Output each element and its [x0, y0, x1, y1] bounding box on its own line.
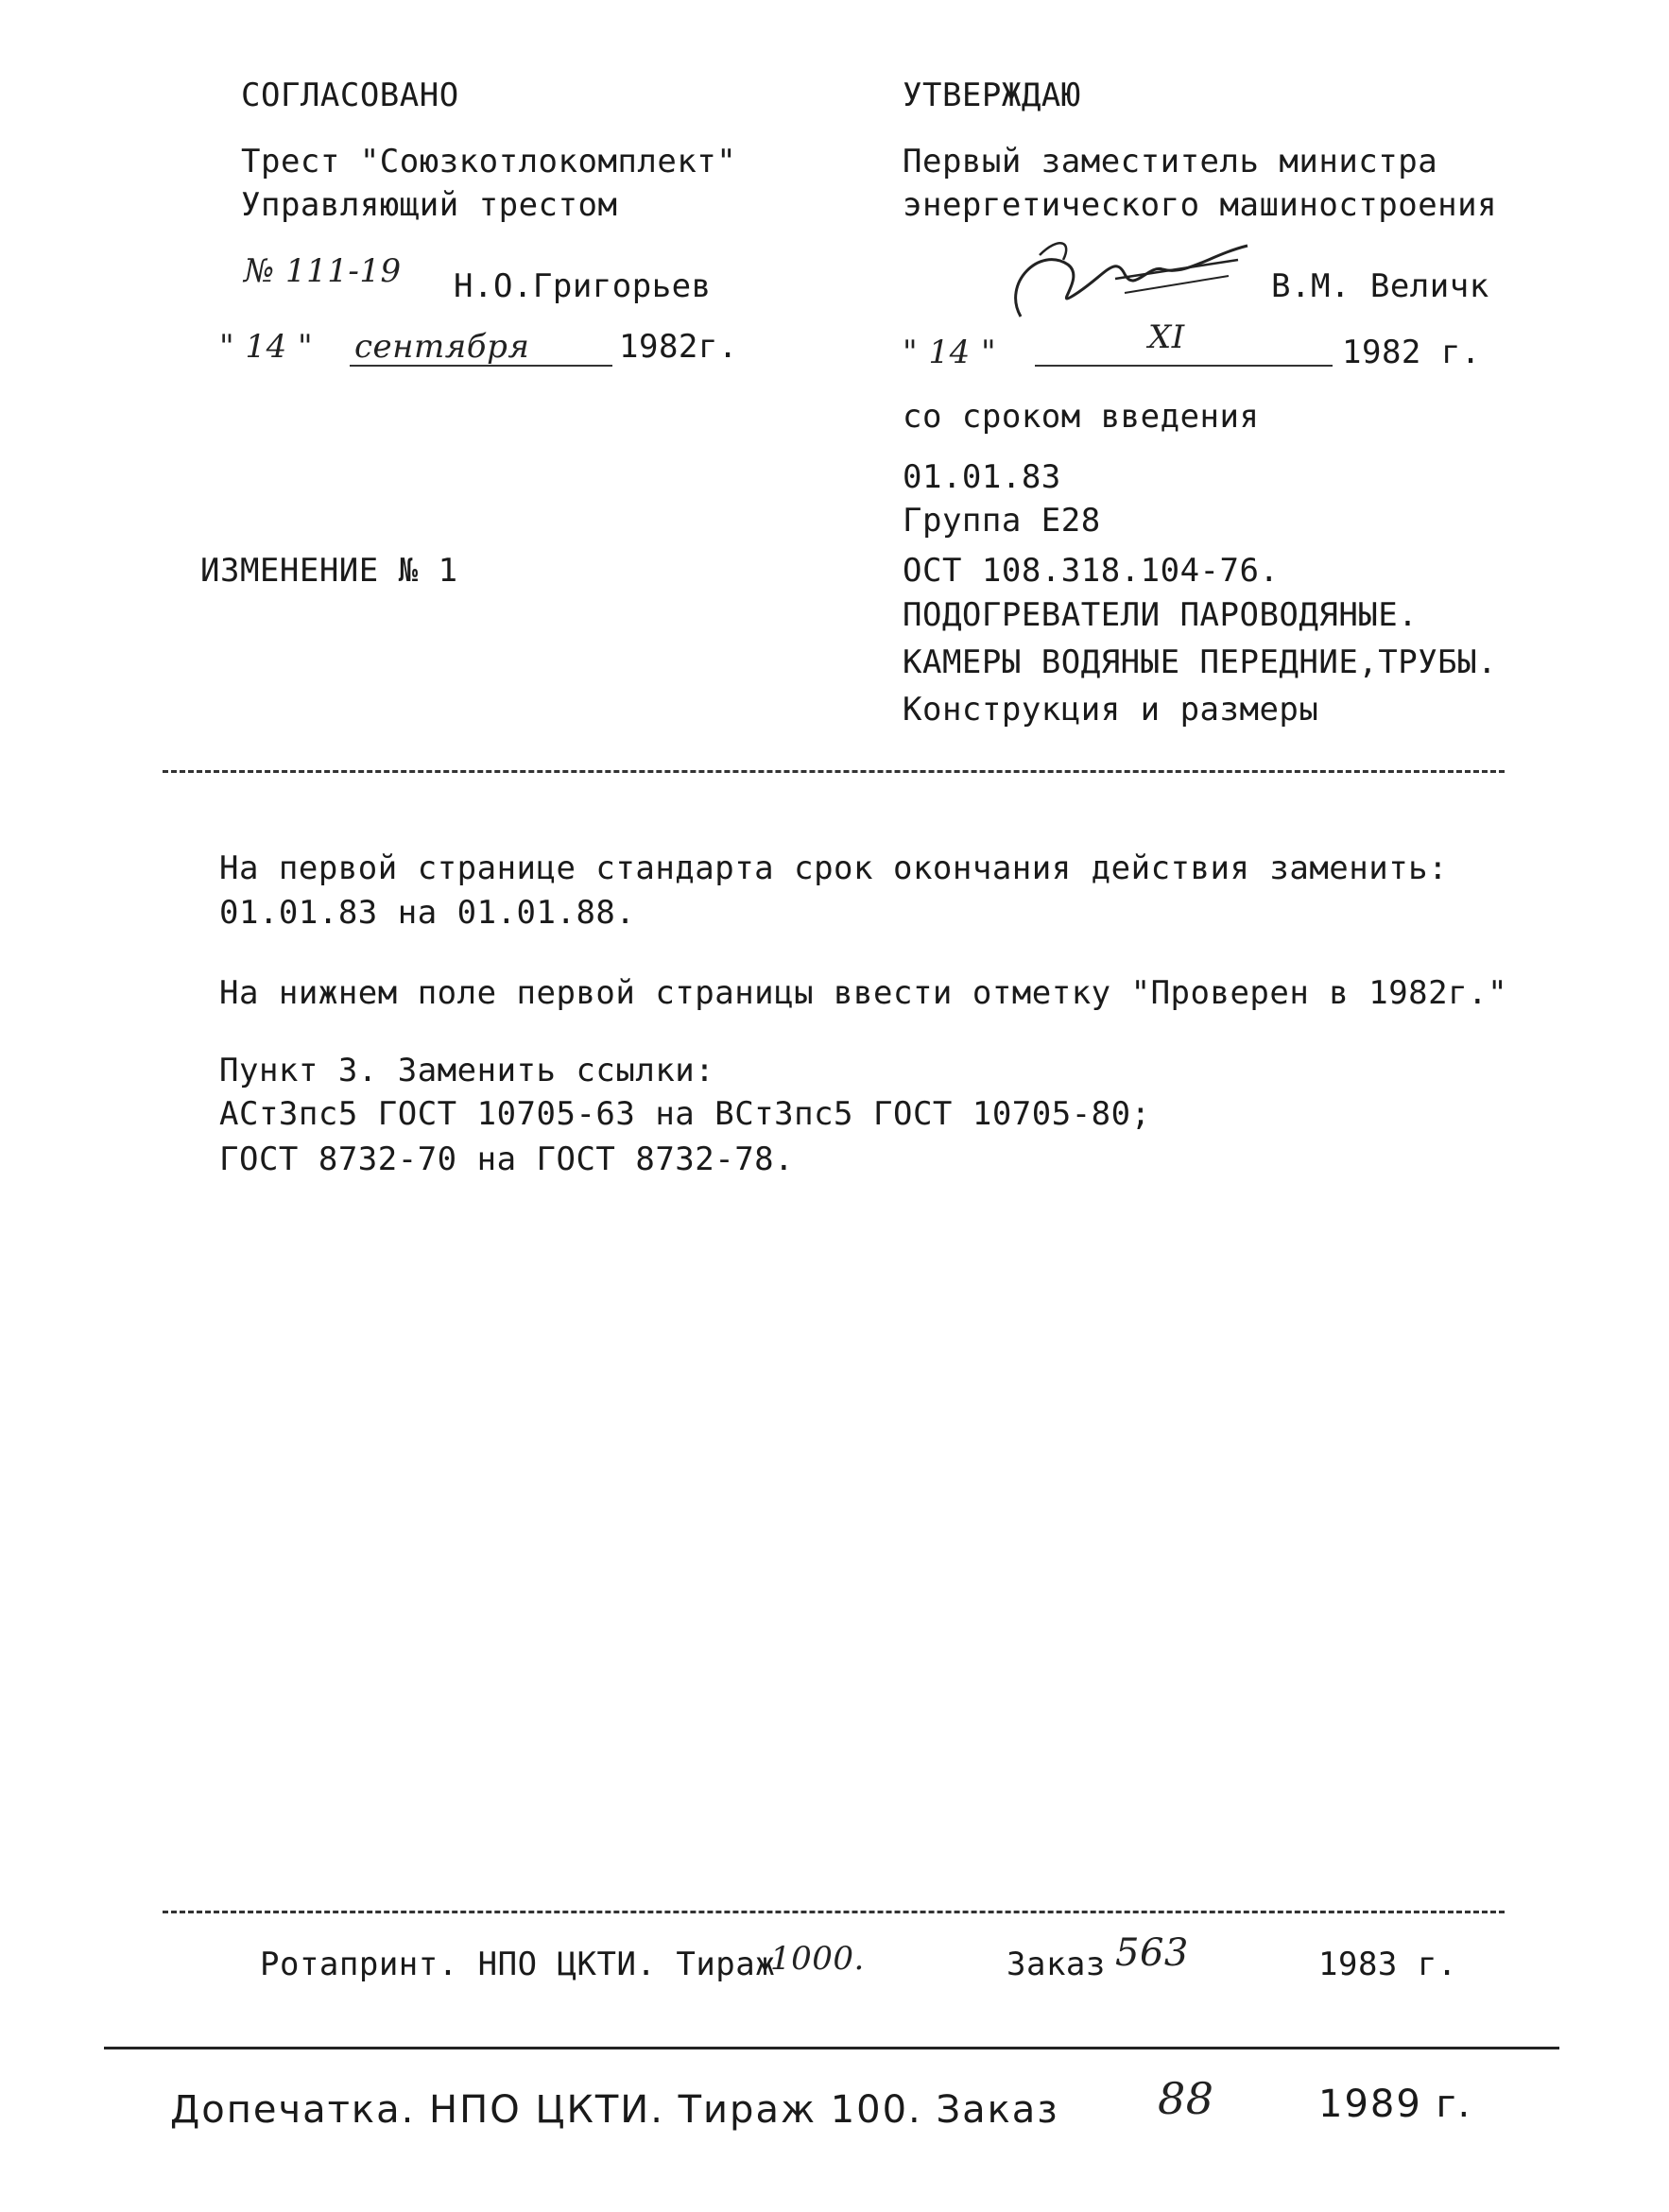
- change-label: ИЗМЕНЕНИЕ № 1: [200, 552, 458, 590]
- right-title-line1: Первый заместитель министра: [903, 143, 1438, 180]
- body-p3-line1: Пункт 3. Заменить ссылки:: [219, 1052, 715, 1089]
- body-p3-line3: ГОСТ 8732-70 на ГОСТ 8732-78.: [219, 1140, 795, 1178]
- left-date-underline: [350, 365, 612, 367]
- top-divider: [163, 770, 1505, 773]
- right-date-month: XI: [1148, 318, 1185, 356]
- body-p3-line2: АСт3пс5 ГОСТ 10705-63 на ВСт3пс5 ГОСТ 10705-80;: [219, 1095, 1151, 1133]
- right-signatory: В.М. Величк: [1271, 267, 1489, 305]
- effective-label: со сроком введения: [903, 398, 1260, 436]
- footer1-order-label: Заказ: [1007, 1946, 1106, 1983]
- left-date-month: сентября: [354, 328, 530, 366]
- group-label: Группа Е28: [903, 502, 1101, 540]
- footer1-order-number: 563: [1115, 1931, 1189, 1975]
- standard-title-line1: ПОДОГРЕВАТЕЛИ ПАРОВОДЯНЫЕ.: [903, 596, 1419, 634]
- signature-mark: [983, 227, 1266, 340]
- body-p1-line1: На первой странице стандарта срок окончания действия заменить:: [219, 849, 1449, 887]
- standard-title-line3: Конструкция и размеры: [903, 691, 1319, 729]
- footer1-divider: [163, 1911, 1505, 1913]
- body-p2: На нижнем поле первой страницы ввести отметку "Проверен в 1982г.": [219, 974, 1508, 1012]
- left-date-year: 1982г.: [619, 328, 738, 366]
- footer2-order-number: 88: [1158, 2073, 1214, 2124]
- body-p1-line2: 01.01.83 на 01.01.88.: [219, 894, 636, 932]
- left-org-line2: Управляющий трестом: [241, 186, 618, 224]
- standard-title-line2: КАМЕРЫ ВОДЯНЫЕ ПЕРЕДНИЕ,ТРУБЫ.: [903, 643, 1498, 681]
- right-date-year: 1982 г.: [1342, 334, 1481, 371]
- footer2-divider: [104, 2047, 1559, 2049]
- footer2-printer: Допечатка. НПО ЦКТИ. Тираж 100. Заказ: [170, 2088, 1059, 2132]
- left-date-prefix: " 14 ": [219, 328, 314, 366]
- right-title-line2: энергетического машиностроения: [903, 186, 1498, 224]
- footer1-year: 1983 г.: [1318, 1946, 1457, 1983]
- right-date-prefix: " 14 ": [903, 334, 997, 371]
- standard-code: ОСТ 108.318.104-76.: [903, 552, 1280, 590]
- left-signatory: Н.О.Григорьев: [454, 267, 712, 305]
- footer1-circulation: 1000.: [770, 1940, 865, 1978]
- effective-date: 01.01.83: [903, 458, 1061, 496]
- left-heading: СОГЛАСОВАНО: [241, 77, 459, 114]
- right-heading: УТВЕРЖДАЮ: [903, 77, 1081, 114]
- left-org-line1: Трест "Союзкотлокомплект": [241, 143, 737, 180]
- footer2-year: 1989 г.: [1318, 2083, 1472, 2126]
- left-ref-number: № 111-19: [244, 252, 402, 290]
- footer1-printer: Ротапринт. НПО ЦКТИ. Тираж: [260, 1946, 776, 1983]
- right-date-underline: [1035, 365, 1333, 367]
